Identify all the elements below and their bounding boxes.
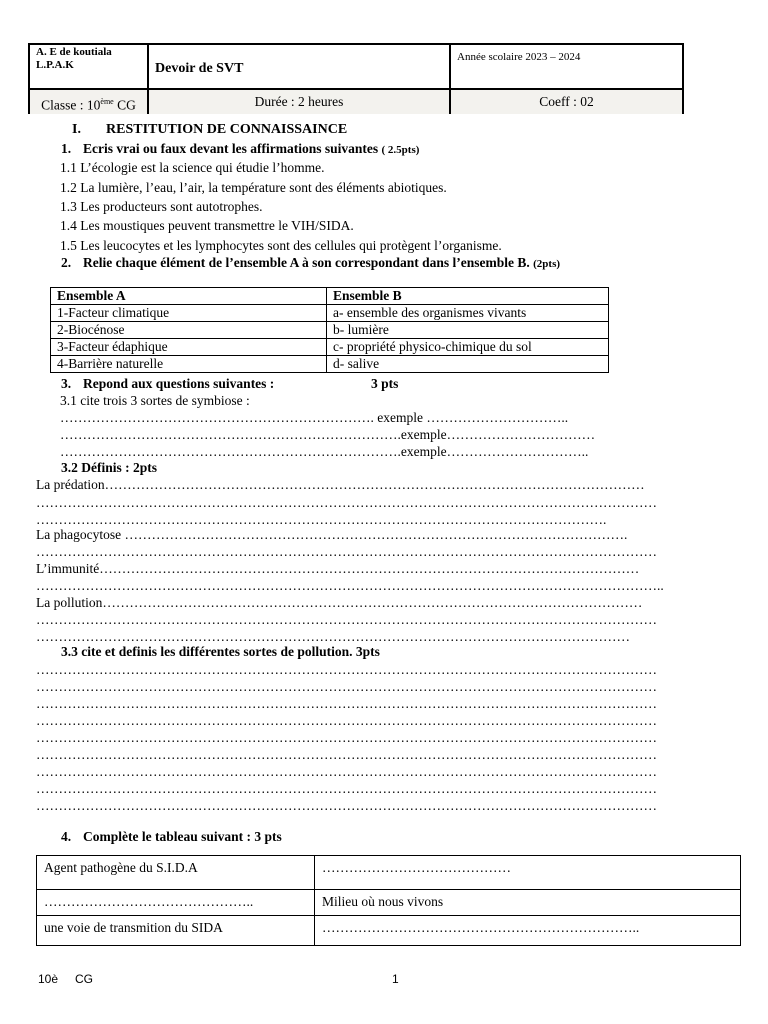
answer-line: ………………………………………………………………………………………………………………………….. — [36, 578, 664, 593]
answer-line: ………………………………………………………………………………………………………………………… — [36, 679, 657, 694]
table-cell: c- propriété physico-chimique du sol — [327, 339, 609, 356]
q3-number: 3. — [61, 376, 72, 391]
answer-line: ………………………………………………………………………………………………………………………… — [36, 544, 657, 559]
table-row — [51, 356, 609, 373]
answer-line: La pollution………………………………………………………………………………………………………… — [36, 595, 643, 610]
header-table — [28, 43, 684, 114]
q1-item: 1.3 Les producteurs sont autotrophes. — [60, 199, 263, 214]
q33-heading: 3.3 cite et definis les différentes sortes de pollution. 3pts — [61, 644, 380, 659]
q3-heading: Repond aux questions suivantes : — [83, 376, 275, 391]
header-school-cell — [30, 45, 149, 88]
answer-line: ………………………………………………………………………………………………………………………… — [36, 612, 657, 627]
table-cell: b- lumière — [327, 322, 609, 339]
answer-line: ………………………………………………………………………………………………………………………… — [36, 730, 657, 745]
q1-item: 1.4 Les moustiques peuvent transmettre le VIH/SIDA. — [60, 218, 354, 233]
q31-question: 3.1 cite trois 3 sortes de symbiose : — [60, 393, 250, 408]
table-row — [37, 890, 741, 916]
school-name: A. E de koutiala — [36, 46, 112, 58]
header-title-cell — [149, 45, 451, 88]
matching-table — [50, 287, 609, 373]
page-number: 1 — [392, 972, 399, 986]
completion-table — [36, 855, 741, 946]
page-title: Devoir de SVT — [155, 61, 244, 76]
school-year: Année scolaire 2023 – 2024 — [457, 51, 581, 63]
table-row — [51, 305, 609, 322]
q4-number: 4. — [61, 829, 72, 844]
answer-line: L’immunité………………………………………………………………………………………………………… — [36, 561, 640, 576]
table-cell: ……………………………………….. — [37, 890, 315, 916]
table-row — [51, 339, 609, 356]
answer-line: La prédation………………………………………………………………………………………………………… — [36, 477, 645, 492]
answer-line: …………………………………………………………………………………………………………………… — [36, 629, 630, 644]
answer-line: ………………………………………………………………………………………………………………………… — [36, 798, 657, 813]
table-cell: 1-Facteur climatique — [51, 305, 327, 322]
footer-class: 10è — [38, 972, 59, 986]
coef-cell: Coeff : 02 — [539, 94, 594, 109]
table-cell: Milieu où nous vivons — [315, 890, 741, 916]
duration-cell: Durée : 2 heures — [149, 90, 451, 114]
q1-heading: Ecris vrai ou faux devant les affirmations suivantes ( 2.5pts) — [83, 141, 420, 156]
table-cell: a- ensemble des organismes vivants — [327, 305, 609, 322]
q32-heading: 3.2 Définis : 2pts — [61, 460, 158, 475]
table-cell: …………………………………………………………….. — [315, 916, 741, 946]
q1-item: 1.1 L’écologie est la science qui étudie l’homme. — [60, 160, 325, 175]
footer-stream: CG — [75, 972, 93, 986]
answer-line: ………………………………………………………………………………………………………………………… — [36, 747, 657, 762]
table-header-row — [51, 288, 609, 305]
table-cell: 4-Barrière naturelle — [51, 356, 327, 373]
q2-heading: Relie chaque élément de l’ensemble A à son correspondant dans l’ensemble B. (2pts) — [83, 255, 561, 270]
table-row — [37, 916, 741, 946]
q1-item: 1.5 Les leucocytes et les lymphocytes sont des cellules qui protègent l’organisme. — [60, 238, 502, 253]
table-row — [37, 856, 741, 890]
answer-line: ………………………………………………………………….exemple………………………….. — [60, 444, 589, 459]
table-cell: d- salive — [327, 356, 609, 373]
table-cell: une voie de transmition du SIDA — [37, 916, 315, 946]
section1-title: RESTITUTION DE CONNAISSAINCE — [106, 122, 348, 137]
answer-line: ………………………………………………………………………………………………………………. — [36, 512, 607, 527]
header-info-row — [30, 88, 682, 114]
q3-points: 3 pts — [371, 376, 399, 391]
table-cell: …………………………………… — [315, 856, 741, 890]
table-row — [51, 322, 609, 339]
table-cell: Agent pathogène du S.I.D.A — [37, 856, 315, 890]
answer-line: ………………………………………………………………………………………………………………………… — [36, 781, 657, 796]
class-cell: Classe : 10ème CG — [30, 90, 149, 114]
q2-number: 2. — [61, 255, 72, 270]
table-cell: 3-Facteur édaphique — [51, 339, 327, 356]
answer-line: ………………………………………………………………………………………………………………………… — [36, 764, 657, 779]
answer-line: ………………………………………………………………………………………………………………………… — [36, 713, 657, 728]
answer-line: ………………………………………………………………………………………………………………………… — [36, 696, 657, 711]
q4-heading: Complète le tableau suivant : 3 pts — [83, 829, 282, 844]
q1-number: 1. — [61, 141, 72, 156]
answer-line: ………………………………………………………………………………………………………………………… — [36, 495, 657, 510]
answer-line: La phagocytose …………………………………………………………………………………………………. — [36, 527, 628, 542]
header-year-cell — [451, 45, 684, 88]
table-cell: 2-Biocénose — [51, 322, 327, 339]
school-code: L.P.A.K — [36, 59, 74, 71]
answer-line: ……………………………………………………………. exemple ………………………….. — [60, 410, 569, 425]
q1-item: 1.2 La lumière, l’eau, l’air, la température sont des éléments abiotiques. — [60, 180, 447, 195]
answer-line: ………………………………………………………………………………………………………………………… — [36, 662, 657, 677]
answer-line: ………………………………………………………………….exemple…………………………… — [60, 427, 596, 442]
section1-numeral: I. — [72, 122, 81, 137]
header-ensemble-b: Ensemble B — [327, 288, 609, 305]
header-ensemble-a: Ensemble A — [51, 288, 327, 305]
